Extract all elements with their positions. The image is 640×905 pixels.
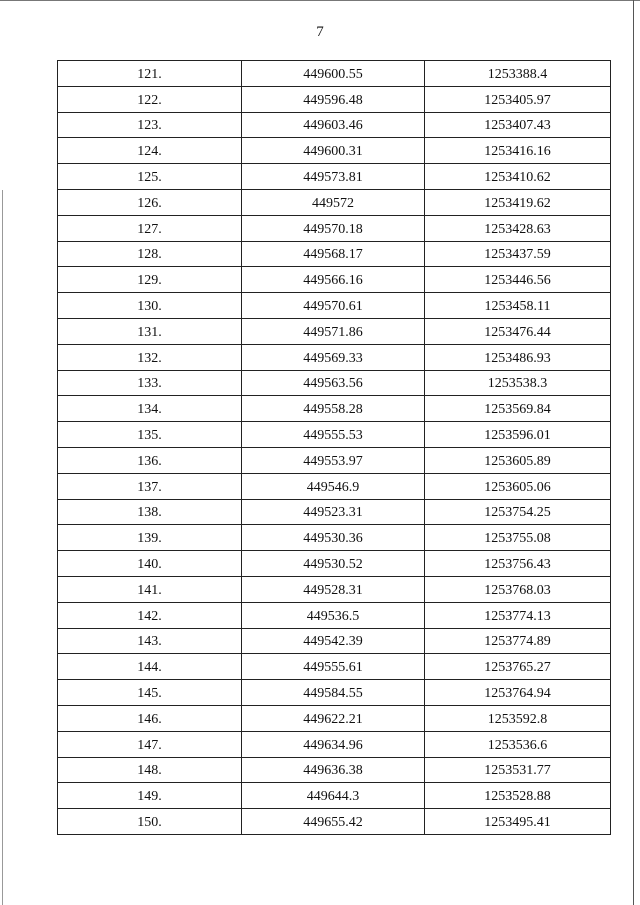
table-row (58, 447, 611, 473)
x-coordinate-cell: 449570.61 (242, 293, 425, 319)
point-number-cell: 128. (58, 241, 242, 267)
table-row (58, 344, 611, 370)
x-coordinate-cell: 449528.31 (242, 576, 425, 602)
y-coordinate-cell: 1253536.6 (425, 731, 611, 757)
page-edge-left (2, 190, 3, 905)
x-coordinate-cell: 449600.31 (242, 138, 425, 164)
y-coordinate-cell: 1253388.4 (425, 61, 611, 87)
y-coordinate-cell: 1253592.8 (425, 705, 611, 731)
table-row (58, 293, 611, 319)
table-row (58, 138, 611, 164)
table-row (58, 731, 611, 757)
point-number-cell: 148. (58, 757, 242, 783)
y-coordinate-cell: 1253528.88 (425, 783, 611, 809)
top-edge-line (0, 0, 640, 1)
y-coordinate-cell: 1253764.94 (425, 680, 611, 706)
x-coordinate-cell: 449568.17 (242, 241, 425, 267)
x-coordinate-cell: 449622.21 (242, 705, 425, 731)
x-coordinate-cell: 449542.39 (242, 628, 425, 654)
table-row (58, 628, 611, 654)
x-coordinate-cell: 449546.9 (242, 473, 425, 499)
point-number-cell: 136. (58, 447, 242, 473)
x-coordinate-cell: 449536.5 (242, 602, 425, 628)
table-row (58, 86, 611, 112)
x-coordinate-cell: 449655.42 (242, 809, 425, 835)
x-coordinate-cell: 449644.3 (242, 783, 425, 809)
coordinates-table (57, 60, 611, 835)
table-row (58, 680, 611, 706)
point-number-cell: 145. (58, 680, 242, 706)
y-coordinate-cell: 1253774.89 (425, 628, 611, 654)
point-number-cell: 140. (58, 551, 242, 577)
y-coordinate-cell: 1253756.43 (425, 551, 611, 577)
table-row (58, 189, 611, 215)
point-number-cell: 137. (58, 473, 242, 499)
point-number-cell: 122. (58, 86, 242, 112)
table-row (58, 396, 611, 422)
page-edge-right (633, 0, 634, 905)
x-coordinate-cell: 449572 (242, 189, 425, 215)
y-coordinate-cell: 1253407.43 (425, 112, 611, 138)
y-coordinate-cell: 1253569.84 (425, 396, 611, 422)
y-coordinate-cell: 1253605.89 (425, 447, 611, 473)
table-row (58, 61, 611, 87)
y-coordinate-cell: 1253531.77 (425, 757, 611, 783)
point-number-cell: 129. (58, 267, 242, 293)
x-coordinate-cell: 449555.61 (242, 654, 425, 680)
y-coordinate-cell: 1253754.25 (425, 499, 611, 525)
point-number-cell: 133. (58, 370, 242, 396)
x-coordinate-cell: 449584.55 (242, 680, 425, 706)
point-number-cell: 127. (58, 215, 242, 241)
point-number-cell: 121. (58, 61, 242, 87)
point-number-cell: 132. (58, 344, 242, 370)
x-coordinate-cell: 449523.31 (242, 499, 425, 525)
page-number: 7 (316, 24, 324, 40)
point-number-cell: 150. (58, 809, 242, 835)
x-coordinate-cell: 449570.18 (242, 215, 425, 241)
table-row (58, 654, 611, 680)
table-row (58, 112, 611, 138)
point-number-cell: 135. (58, 422, 242, 448)
table-row (58, 267, 611, 293)
y-coordinate-cell: 1253446.56 (425, 267, 611, 293)
point-number-cell: 134. (58, 396, 242, 422)
table-row (58, 576, 611, 602)
y-coordinate-cell: 1253410.62 (425, 164, 611, 190)
table-row (58, 422, 611, 448)
table-row (58, 473, 611, 499)
x-coordinate-cell: 449636.38 (242, 757, 425, 783)
table-row (58, 164, 611, 190)
x-coordinate-cell: 449566.16 (242, 267, 425, 293)
y-coordinate-cell: 1253405.97 (425, 86, 611, 112)
table-row (58, 705, 611, 731)
table-row (58, 499, 611, 525)
y-coordinate-cell: 1253419.62 (425, 189, 611, 215)
point-number-cell: 139. (58, 525, 242, 551)
point-number-cell: 147. (58, 731, 242, 757)
point-number-cell: 130. (58, 293, 242, 319)
x-coordinate-cell: 449563.56 (242, 370, 425, 396)
table-row (58, 809, 611, 835)
y-coordinate-cell: 1253538.3 (425, 370, 611, 396)
x-coordinate-cell: 449603.46 (242, 112, 425, 138)
y-coordinate-cell: 1253495.41 (425, 809, 611, 835)
x-coordinate-cell: 449530.36 (242, 525, 425, 551)
x-coordinate-cell: 449596.48 (242, 86, 425, 112)
x-coordinate-cell: 449553.97 (242, 447, 425, 473)
point-number-cell: 125. (58, 164, 242, 190)
point-number-cell: 123. (58, 112, 242, 138)
x-coordinate-cell: 449571.86 (242, 318, 425, 344)
table-row (58, 370, 611, 396)
y-coordinate-cell: 1253416.16 (425, 138, 611, 164)
x-coordinate-cell: 449634.96 (242, 731, 425, 757)
y-coordinate-cell: 1253605.06 (425, 473, 611, 499)
point-number-cell: 131. (58, 318, 242, 344)
y-coordinate-cell: 1253458.11 (425, 293, 611, 319)
x-coordinate-cell: 449573.81 (242, 164, 425, 190)
table-row (58, 215, 611, 241)
x-coordinate-cell: 449555.53 (242, 422, 425, 448)
x-coordinate-cell: 449530.52 (242, 551, 425, 577)
y-coordinate-cell: 1253428.63 (425, 215, 611, 241)
x-coordinate-cell: 449600.55 (242, 61, 425, 87)
x-coordinate-cell: 449558.28 (242, 396, 425, 422)
point-number-cell: 124. (58, 138, 242, 164)
point-number-cell: 142. (58, 602, 242, 628)
y-coordinate-cell: 1253486.93 (425, 344, 611, 370)
table-body (58, 61, 611, 835)
point-number-cell: 144. (58, 654, 242, 680)
table-row (58, 551, 611, 577)
point-number-cell: 149. (58, 783, 242, 809)
table-row (58, 757, 611, 783)
point-number-cell: 143. (58, 628, 242, 654)
table-row (58, 525, 611, 551)
y-coordinate-cell: 1253755.08 (425, 525, 611, 551)
point-number-cell: 138. (58, 499, 242, 525)
table-row (58, 318, 611, 344)
y-coordinate-cell: 1253774.13 (425, 602, 611, 628)
y-coordinate-cell: 1253476.44 (425, 318, 611, 344)
point-number-cell: 146. (58, 705, 242, 731)
point-number-cell: 126. (58, 189, 242, 215)
table-row (58, 602, 611, 628)
point-number-cell: 141. (58, 576, 242, 602)
y-coordinate-cell: 1253437.59 (425, 241, 611, 267)
table-row (58, 241, 611, 267)
table-row (58, 783, 611, 809)
y-coordinate-cell: 1253765.27 (425, 654, 611, 680)
x-coordinate-cell: 449569.33 (242, 344, 425, 370)
y-coordinate-cell: 1253596.01 (425, 422, 611, 448)
y-coordinate-cell: 1253768.03 (425, 576, 611, 602)
